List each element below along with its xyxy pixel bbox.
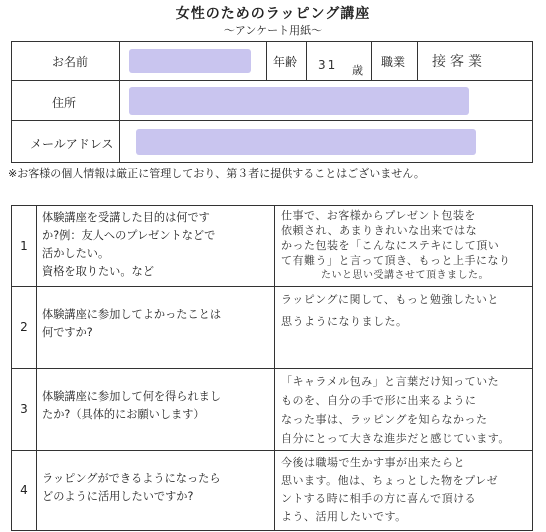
- handwritten-answer: [281, 372, 510, 448]
- question-line: 体験講座に参加してよかったことは: [42, 308, 222, 321]
- answer-line: たいと思い受講させて頂きました。: [321, 270, 489, 281]
- question-line: ラッピングができるようになったら: [42, 472, 221, 485]
- question-text: [42, 209, 272, 281]
- personal-info-table: [11, 41, 533, 163]
- answer-line: 思うようになりました。: [281, 315, 408, 328]
- question-line: 体験講座を受講した目的は何です: [42, 211, 210, 224]
- answer-line: 「キャラメル包み」と言葉だけ知っていた: [281, 375, 500, 388]
- answer-line: 仕事で、お客様からプレゼント包装を: [281, 209, 476, 222]
- question-line: 活かしたい。: [42, 247, 110, 260]
- age-value: 31: [318, 58, 338, 72]
- page-title: 女性のためのラッピング講座: [175, 6, 371, 22]
- question-line: たか?（具体的にお願いします）: [42, 408, 205, 421]
- address-row: [12, 80, 532, 121]
- name-row: [12, 42, 532, 80]
- age-label: 年齢: [273, 55, 298, 69]
- answer-line: ントする時に相手の方に喜んで頂ける: [281, 492, 477, 505]
- privacy-notice: ※お客様の個人情報は厳正に管理しており、第３者に提供することはございません。: [8, 167, 425, 180]
- answer-line: 依頼され、あまりきれいな出来ではな: [281, 224, 478, 237]
- email-row: [12, 120, 532, 163]
- email-label: メールアドレス: [30, 137, 114, 151]
- job-label: 職業: [381, 55, 406, 69]
- age-unit: 歳: [352, 64, 363, 77]
- name-label: お名前: [52, 55, 89, 69]
- question-row-4: [11, 450, 533, 531]
- question-row-2: [11, 285, 533, 369]
- question-line: 体験講座に参加して何を得られまし: [42, 390, 222, 403]
- name-redacted-field: [129, 49, 251, 73]
- answer-line: 今後は職場で生かす事が出来たらと: [281, 456, 465, 469]
- handwritten-answer: [281, 454, 498, 526]
- answer-line: ラッピングに関して、もっと勉強したいと: [281, 293, 499, 306]
- question-row-3: [11, 368, 533, 451]
- address-label: 住所: [52, 96, 77, 110]
- question-text: [42, 470, 272, 506]
- question-number: 1: [12, 206, 37, 286]
- answer-line: かった包装を「こんなにステキにして頂い: [281, 239, 500, 252]
- address-redacted-field: [129, 87, 469, 115]
- answer-line: よう、活用したいです。: [281, 510, 407, 523]
- answer-line: て有難う」と言って頂き、もっと上手になり: [281, 254, 511, 267]
- job-value: 接客業: [432, 54, 486, 70]
- question-number: 4: [12, 450, 37, 530]
- answer-line: ものを、自分の手で形に出来るように: [281, 394, 477, 407]
- handwritten-answer: [281, 289, 499, 333]
- question-line: か?例：友人へのプレゼントなどで: [42, 229, 216, 242]
- question-number: 3: [12, 368, 37, 450]
- question-number: 2: [12, 285, 37, 368]
- question-text: [42, 388, 272, 424]
- email-redacted-field: [136, 129, 476, 155]
- handwritten-answer: [281, 208, 511, 283]
- question-line: 資格を取りたい。など: [42, 265, 154, 278]
- question-text: [42, 306, 272, 342]
- answer-line: 思います。他は、ちょっとした物をプレゼ: [281, 474, 499, 487]
- answer-line: 自分にとって大きな進歩だと感じています。: [281, 432, 510, 445]
- answer-line: なった事は、ラッピングを知らなかった: [281, 413, 488, 426]
- question-row-1: [11, 205, 533, 287]
- question-line: どのように活用したいですか?: [42, 490, 194, 503]
- question-line: 何ですか?: [42, 326, 93, 339]
- page-subtitle: 〜アンケート用紙〜: [223, 24, 323, 37]
